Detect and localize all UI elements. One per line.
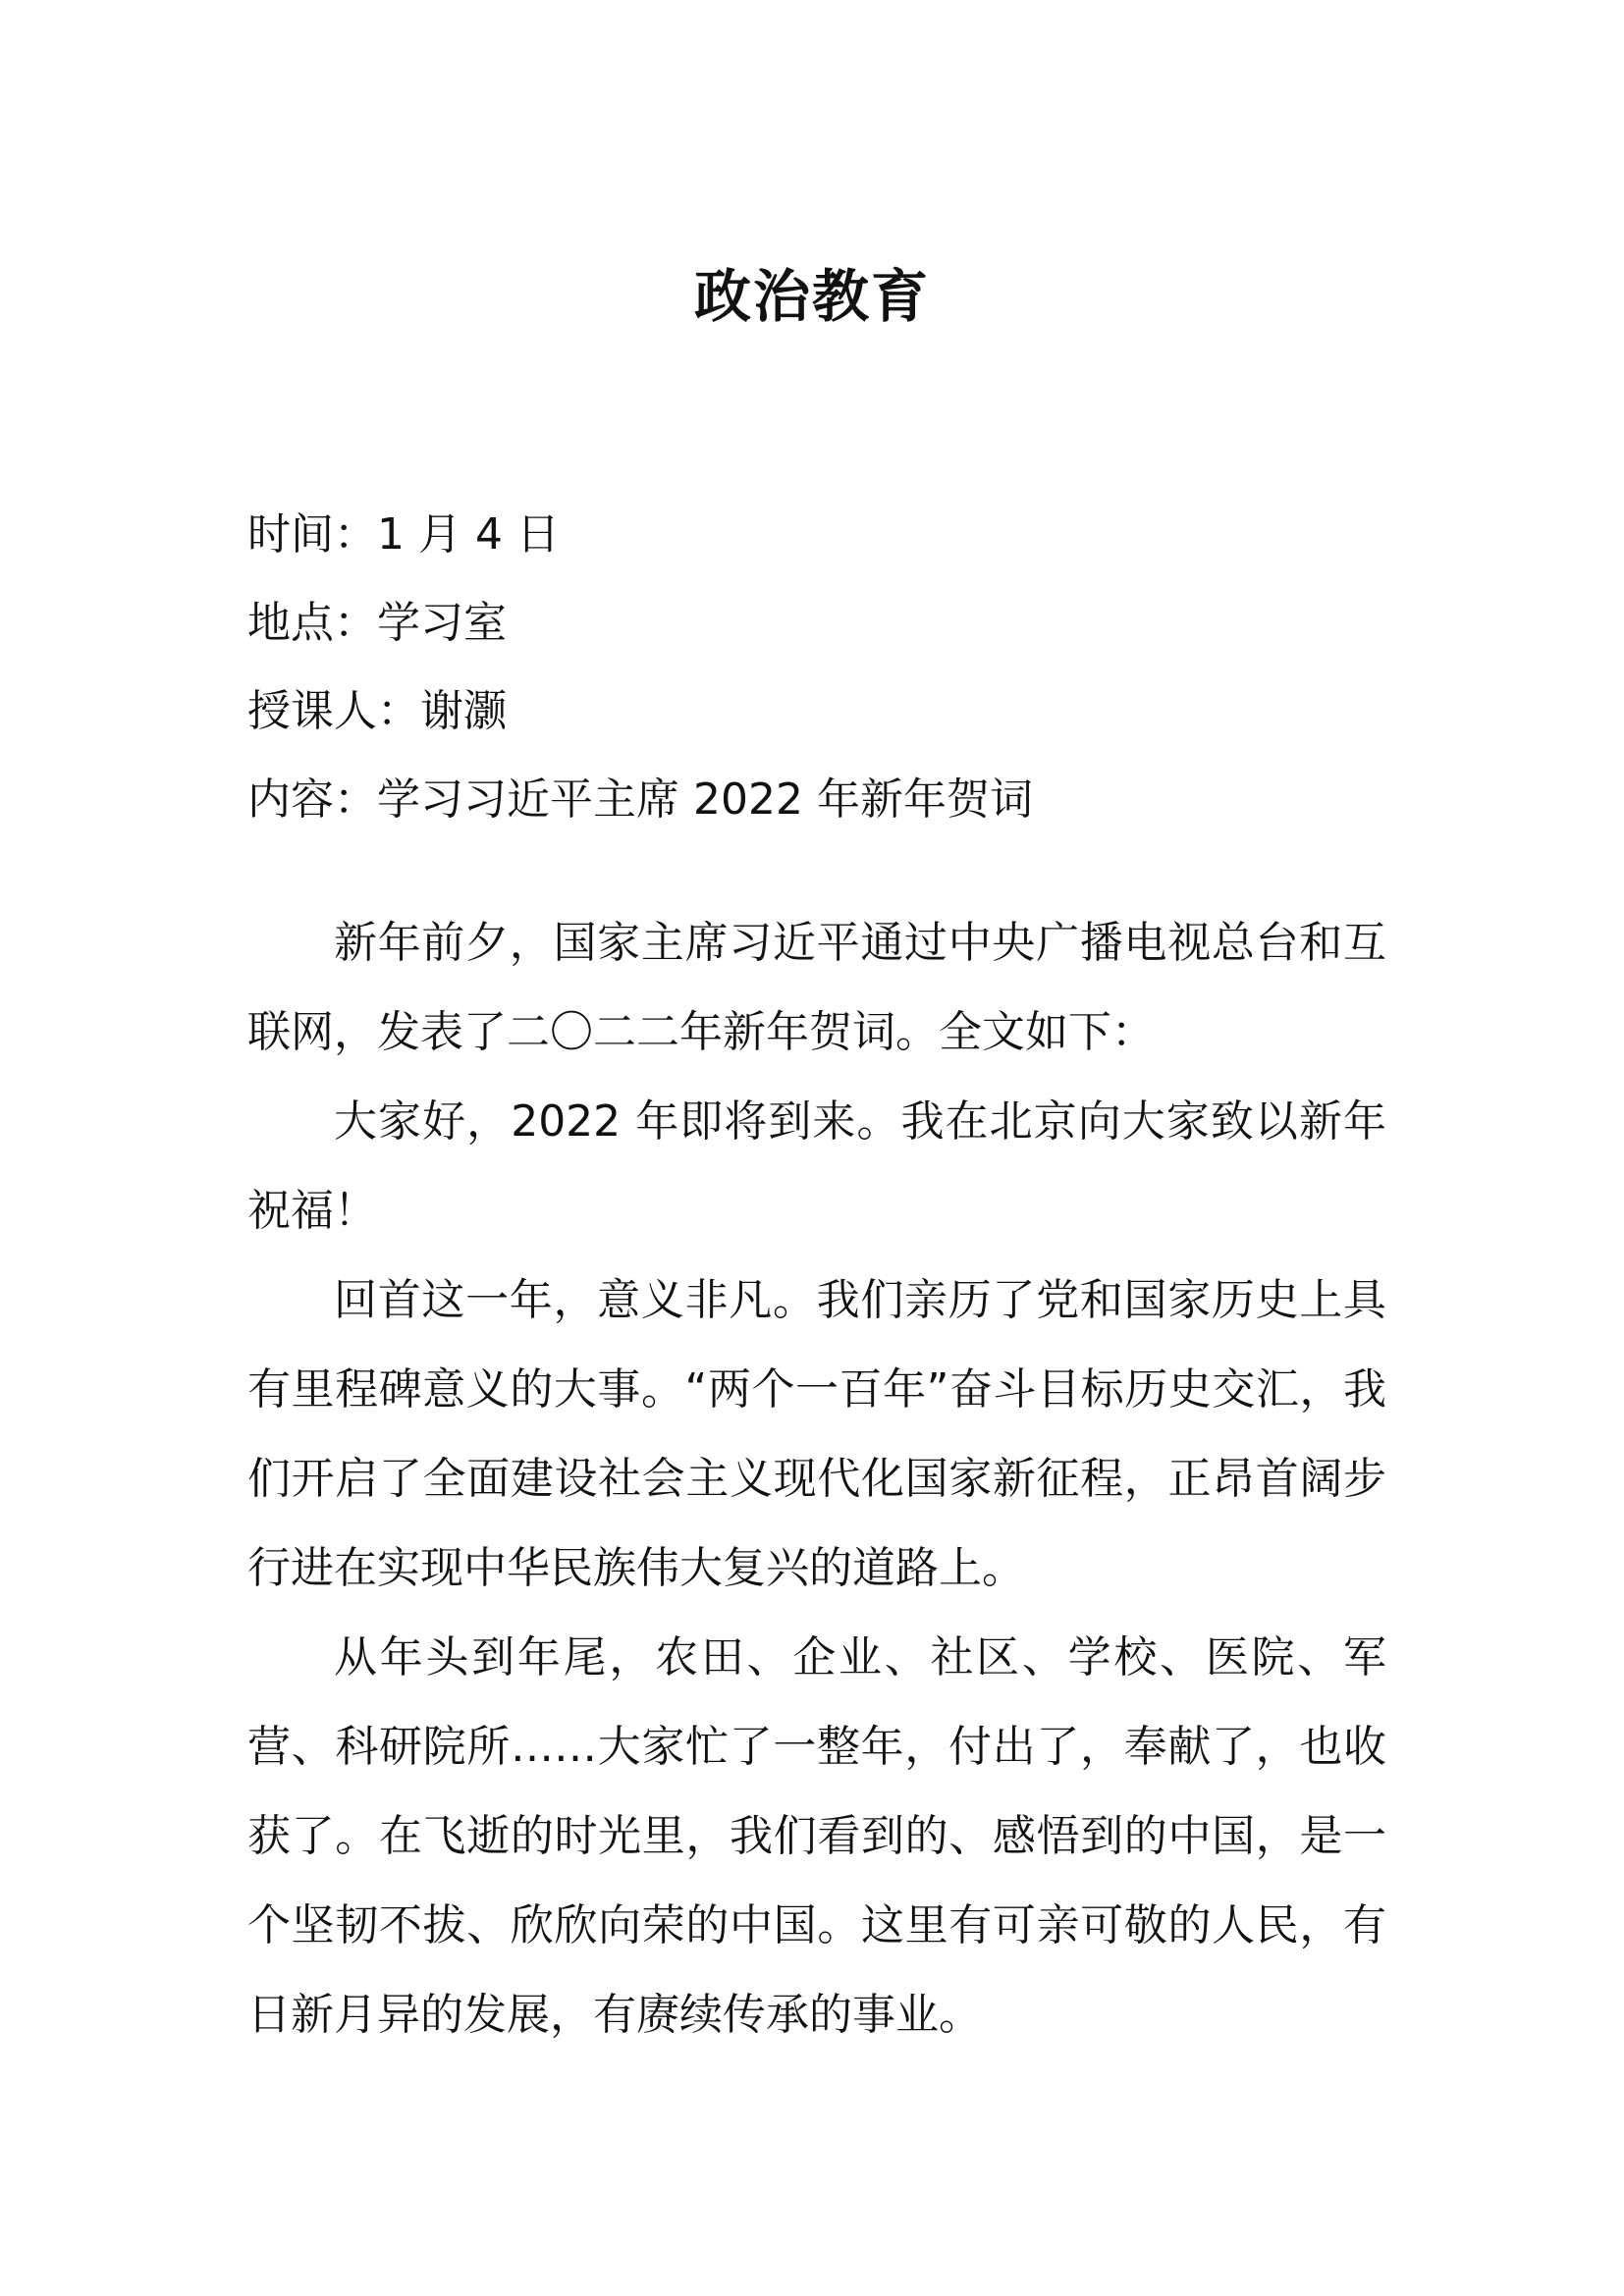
meta-time [247, 491, 1386, 579]
meta-lecturer [247, 667, 1386, 756]
meta-label: 地点 [247, 598, 334, 648]
meta-separator: ： [334, 509, 377, 560]
paragraph: 回首这一年，意义非凡。我们亲历了党和国家历史上具有里程碑意义的大事。“两个一百年”奋斗目标历史交汇，我们开启了全面建设社会主义现代化国家新征程，正昂首阔步行进在实现中华民族伟大复兴的道路上。 [247, 1275, 1386, 1593]
body-text [247, 898, 1386, 2059]
meta-block [247, 491, 1386, 844]
meta-label: 内容 [247, 774, 334, 825]
page-title: 政治教育 [693, 263, 930, 330]
meta-content [247, 756, 1386, 844]
meta-value: 1 月 4 日 [377, 509, 560, 560]
meta-value: 学习习近平主席 2022 年新年贺词 [377, 774, 1033, 825]
meta-location [247, 579, 1386, 667]
meta-label: 时间 [247, 509, 334, 560]
paragraph: 新年前夕，国家主席习近平通过中央广播电视总台和互联网，发表了二〇二二年新年贺词。全文如下： [247, 918, 1386, 1057]
paragraph: 从年头到年尾，农田、企业、社区、学校、医院、军营、科研院所……大家忙了一整年，付出了，奉献了，也收获了。在飞逝的时光里，我们看到的、感悟到的中国，是一个坚韧不拔、欣欣向荣的中国。这里有可亲可敬的人民，有日新月异的发展，有赓续传承的事业。 [247, 1632, 1386, 2040]
meta-separator: ： [377, 686, 420, 736]
meta-label: 授课人 [247, 686, 377, 736]
meta-separator: ： [334, 774, 377, 825]
paragraph: 大家好，2022 年即将到来。我在北京向大家致以新年祝福！ [247, 1096, 1386, 1236]
meta-value: 学习室 [377, 598, 507, 648]
meta-value: 谢灏 [420, 686, 507, 736]
meta-separator: ： [334, 598, 377, 648]
